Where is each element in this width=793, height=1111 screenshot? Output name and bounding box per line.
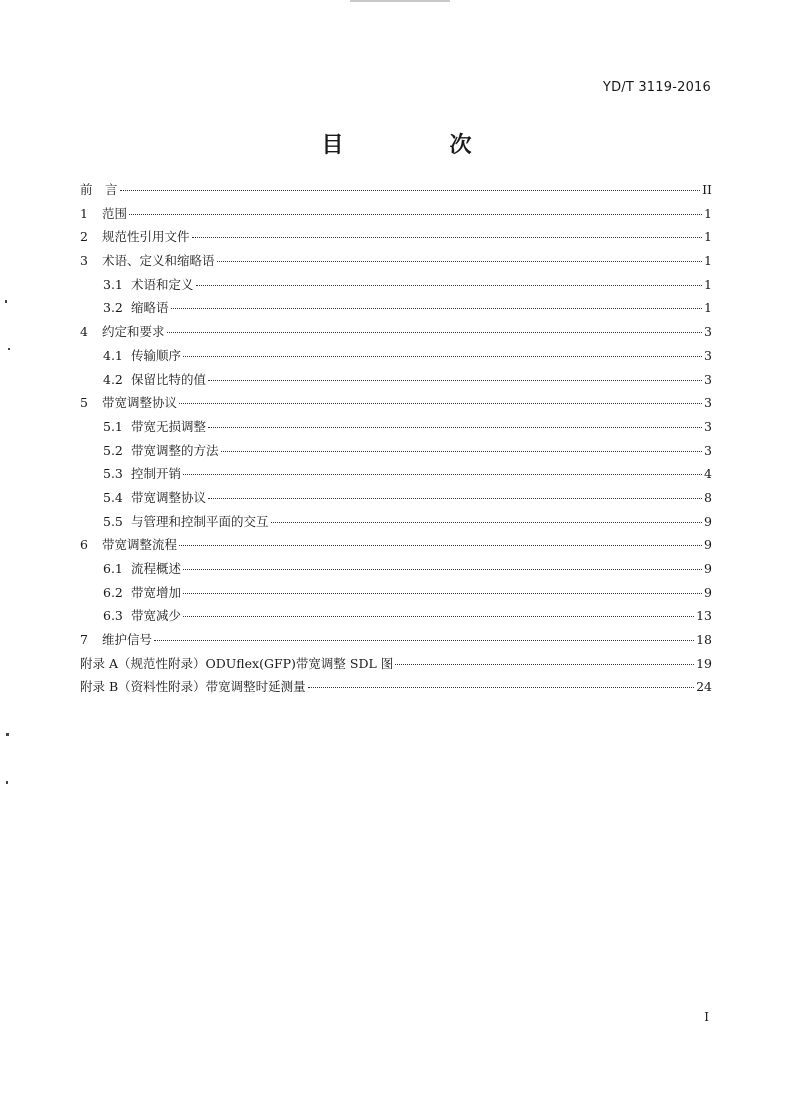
dot-leader — [183, 474, 702, 475]
toc-entry[interactable] — [80, 298, 712, 322]
toc-entry-number: 5 — [80, 395, 88, 411]
scan-speck — [5, 300, 7, 303]
toc-entry-title: 术语和定义 — [131, 276, 194, 292]
toc-entry-number: 6.2 — [103, 584, 123, 600]
toc-entry[interactable] — [80, 275, 712, 299]
toc-entry-number: 7 — [80, 632, 88, 648]
toc-entry[interactable] — [80, 512, 712, 536]
dot-leader — [192, 237, 702, 238]
toc-entry-title: 附录 A（规范性附录）ODUflex(GFP)带宽调整 SDL 图 — [80, 655, 394, 671]
toc-entry[interactable] — [80, 370, 712, 394]
toc-entry-page: 9 — [704, 561, 712, 576]
toc-entry[interactable] — [80, 441, 712, 465]
toc-entry-title: 保留比特的值 — [131, 371, 207, 387]
toc-entry-page: 9 — [704, 537, 712, 553]
dot-leader — [217, 261, 702, 262]
toc-entry-title: 规范性引用文件 — [102, 229, 190, 245]
toc-entry-number: 3 — [80, 253, 88, 269]
dot-leader — [395, 664, 694, 665]
table-of-contents — [80, 180, 712, 701]
toc-entry[interactable] — [80, 393, 712, 417]
toc-entry-page: 24 — [696, 679, 712, 695]
toc-entry-title: 前 言 — [80, 182, 118, 197]
dot-leader — [308, 687, 694, 688]
toc-entry[interactable] — [80, 180, 712, 204]
page-number: I — [704, 1010, 709, 1024]
toc-entry[interactable] — [80, 227, 712, 251]
toc-entry-page: 3 — [704, 347, 712, 363]
toc-entry-number: 3.1 — [103, 276, 123, 292]
toc-entry[interactable] — [80, 677, 712, 701]
toc-entry[interactable] — [80, 488, 712, 512]
dot-leader — [183, 616, 694, 617]
toc-entry-title: 维护信号 — [102, 632, 153, 648]
toc-entry-title: 带宽调整流程 — [102, 537, 178, 553]
dot-leader — [183, 593, 702, 594]
dot-leader — [196, 285, 702, 286]
dot-leader — [171, 308, 702, 309]
toc-entry-title: 约定和要求 — [102, 324, 165, 340]
toc-entry-page: 1 — [704, 205, 712, 221]
toc-entry-title: 带宽减少 — [131, 608, 182, 624]
toc-entry-number: 3.2 — [103, 300, 123, 316]
toc-entry-number: 5.2 — [103, 442, 123, 458]
toc-entry[interactable] — [80, 346, 712, 370]
dot-leader — [221, 451, 702, 452]
dot-leader — [167, 332, 702, 333]
toc-entry-title: 附录 B（资料性附录）带宽调整时延测量 — [80, 679, 306, 695]
scan-speck — [6, 733, 9, 736]
toc-entry-page: 3 — [704, 371, 712, 387]
toc-entry-page: 1 — [704, 253, 712, 269]
toc-entry-title: 带宽无损调整 — [131, 418, 207, 434]
toc-entry-page: II — [702, 182, 712, 197]
toc-entry[interactable] — [80, 606, 712, 630]
toc-entry[interactable] — [80, 464, 712, 488]
toc-entry-number: 6.1 — [103, 561, 123, 576]
toc-entry-page: 18 — [696, 632, 712, 648]
dot-leader — [179, 545, 702, 546]
toc-entry-page: 9 — [704, 513, 712, 529]
page-title: 目 次 — [321, 133, 514, 158]
standard-code: YD/T 3119-2016 — [602, 80, 711, 95]
toc-entry-page: 19 — [696, 655, 712, 671]
dot-leader — [179, 403, 702, 404]
toc-entry-title: 带宽调整的方法 — [131, 442, 219, 458]
toc-entry-number: 5.5 — [103, 513, 123, 529]
toc-entry-title: 带宽增加 — [131, 584, 182, 600]
toc-entry-page: 1 — [704, 229, 712, 245]
toc-entry-page: 3 — [704, 395, 712, 411]
dot-leader — [129, 214, 702, 215]
toc-entry-title: 带宽调整协议 — [102, 395, 178, 411]
scan-speck — [6, 781, 8, 784]
toc-entry[interactable] — [80, 559, 712, 583]
toc-entry-number: 1 — [80, 205, 88, 221]
toc-entry-number: 6.3 — [103, 608, 123, 624]
dot-leader — [208, 498, 702, 499]
dot-leader — [183, 356, 702, 357]
toc-entry[interactable] — [80, 654, 712, 678]
toc-entry-title: 范围 — [102, 205, 128, 221]
scan-speck — [8, 348, 10, 350]
dot-leader — [120, 190, 701, 191]
toc-entry-page: 3 — [704, 442, 712, 458]
toc-entry-title: 控制开销 — [131, 466, 182, 482]
toc-entry-number: 4.2 — [103, 371, 123, 387]
toc-entry-title: 流程概述 — [131, 561, 182, 576]
dot-leader — [208, 427, 702, 428]
toc-entry[interactable] — [80, 630, 712, 654]
toc-entry-page: 3 — [704, 324, 712, 340]
toc-entry[interactable] — [80, 251, 712, 275]
toc-entry-page: 8 — [704, 489, 712, 505]
scan-edge-mark — [350, 0, 450, 2]
toc-entry-title: 与管理和控制平面的交互 — [131, 513, 269, 529]
dot-leader — [183, 569, 702, 570]
toc-entry-number: 5.4 — [103, 489, 123, 505]
toc-entry-number: 5.3 — [103, 466, 123, 482]
dot-leader — [208, 380, 702, 381]
toc-entry-number: 4.1 — [103, 347, 123, 363]
toc-entry[interactable] — [80, 535, 712, 559]
toc-entry[interactable] — [80, 417, 712, 441]
toc-entry-title: 带宽调整协议 — [131, 489, 207, 505]
toc-entry-title: 传输顺序 — [131, 347, 182, 363]
toc-entry-number: 6 — [80, 537, 88, 553]
toc-entry-page: 1 — [704, 276, 712, 292]
toc-entry-title: 术语、定义和缩略语 — [102, 253, 215, 269]
toc-entry[interactable] — [80, 583, 712, 607]
toc-entry-page: 3 — [704, 418, 712, 434]
toc-entry-page: 4 — [704, 466, 712, 482]
toc-entry-page: 13 — [696, 608, 712, 624]
toc-entry-number: 5.1 — [103, 418, 123, 434]
toc-entry-title: 缩略语 — [131, 300, 169, 316]
toc-entry-number: 2 — [80, 229, 88, 245]
dot-leader — [271, 522, 702, 523]
toc-entry[interactable] — [80, 322, 712, 346]
dot-leader — [154, 640, 694, 641]
toc-entry-page: 1 — [704, 300, 712, 316]
toc-entry-number: 4 — [80, 324, 88, 340]
toc-entry[interactable] — [80, 204, 712, 228]
toc-entry-page: 9 — [704, 584, 712, 600]
